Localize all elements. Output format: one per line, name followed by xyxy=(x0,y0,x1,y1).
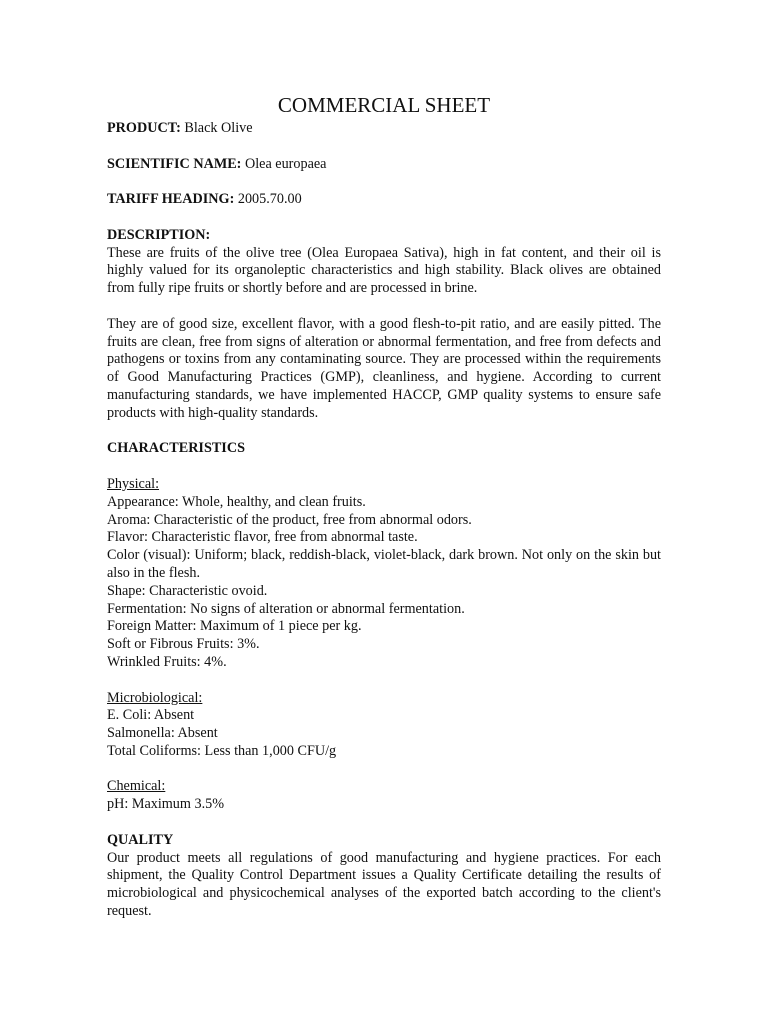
physical-item: Appearance: Whole, healthy, and clean fruits. xyxy=(107,493,366,510)
physical-item: Flavor: Characteristic flavor, free from abnormal taste. xyxy=(107,529,418,546)
scientific-name-value: Olea europaea xyxy=(244,155,327,172)
description-paragraph: These are fruits of the olive tree (Olea Europaea Sativa), high in fat content, and their oil is highly valued for its organoleptic characteristics and high stability. Black olives are obtained from fully ripe fruits or shortly before and are processed in brine. xyxy=(107,244,661,297)
physical-item: Aroma: Characteristic of the product, free from abnormal odors. xyxy=(107,511,472,528)
document-page xyxy=(107,92,661,921)
description-paragraph: They are of good size, excellent flavor, with a good flesh-to-pit ratio, and are easily pitted. The fruits are clean, free from signs of alteration or abnormal fermentation, and free from defects and pathogens or toxins from any contaminating source. They are processed within the requirements of Good Manufacturing Practices (GMP), cleanliness, and hygiene. According to current manufacturing standards, we have implemented HACCP, GMP quality systems to ensure safe products with high-quality standards. xyxy=(107,315,661,421)
microbiological-item: E. Coli: Absent xyxy=(107,707,195,724)
product-field xyxy=(107,120,661,138)
microbiological-item: Total Coliforms: Less than 1,000 CFU/g xyxy=(107,742,337,759)
microbiological-subheading: Microbiological: xyxy=(107,689,203,706)
physical-subheading: Physical: xyxy=(107,475,160,492)
document-title: COMMERCIAL SHEET xyxy=(277,93,491,117)
characteristics-heading: CHARACTERISTICS xyxy=(107,440,245,457)
microbiological-item: Salmonella: Absent xyxy=(107,725,218,742)
description-heading: DESCRIPTION: xyxy=(107,226,211,243)
physical-item: Color (visual): Uniform; black, reddish-black, violet-black, dark brown. Not only on the skin but also in the flesh. xyxy=(107,547,661,581)
chemical-subheading: Chemical: xyxy=(107,778,166,795)
scientific-name-field xyxy=(107,156,661,174)
physical-item: Shape: Characteristic ovoid. xyxy=(107,582,268,599)
tariff-heading-field xyxy=(107,191,661,209)
quality-paragraph: Our product meets all regulations of good manufacturing and hygiene practices. For each shipment, the Quality Control Department issues a Quality Certificate detailing the results of microbiological and physicochemical analyses of the exported batch according to the client's request. xyxy=(107,849,661,920)
physical-item: Wrinkled Fruits: 4%. xyxy=(107,653,227,670)
scientific-name-label: SCIENTIFIC NAME: xyxy=(107,155,242,172)
tariff-heading-value: 2005.70.00 xyxy=(237,191,302,208)
product-label: PRODUCT: xyxy=(107,120,181,136)
product-value: Black Olive xyxy=(184,120,253,136)
physical-item: Foreign Matter: Maximum of 1 piece per kg. xyxy=(107,618,362,635)
chemical-item: pH: Maximum 3.5% xyxy=(107,796,225,813)
tariff-heading-label: TARIFF HEADING: xyxy=(107,191,235,208)
physical-item: Soft or Fibrous Fruits: 3%. xyxy=(107,636,260,653)
quality-heading: QUALITY xyxy=(107,831,174,848)
physical-item: Fermentation: No signs of alteration or abnormal fermentation. xyxy=(107,600,465,617)
